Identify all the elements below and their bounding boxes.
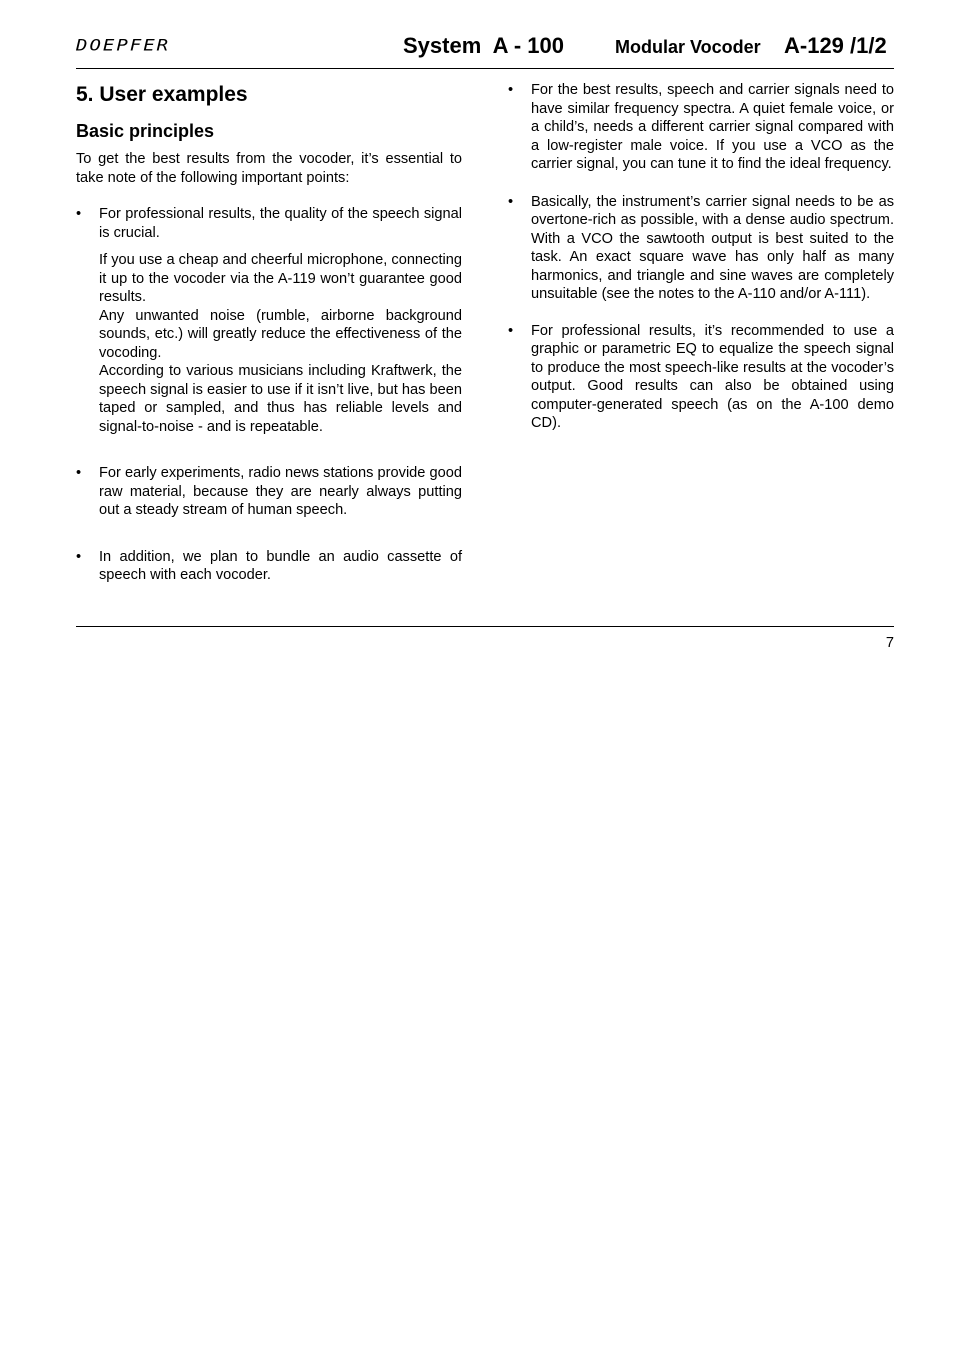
module-name: Modular Vocoder bbox=[615, 37, 761, 57]
doepfer-logo: DOEPFER bbox=[76, 36, 171, 55]
bullet-marker: • bbox=[76, 206, 82, 222]
bullet-marker: • bbox=[76, 465, 82, 481]
bullet-item bbox=[508, 322, 894, 433]
bullet-text: For professional results, it’s recommended to use a graphic or parametric EQ to equalize the speech signal to produce the most speech-like results at the vocoder’s output. Good results can also be obtained using computer-generated speech (as on the A-100 demo CD). bbox=[531, 322, 894, 431]
system-title: System A - 100 bbox=[403, 33, 565, 58]
left-column bbox=[76, 82, 462, 585]
bullet-item bbox=[508, 193, 894, 304]
bullet-text: For professional results, the quality of the speech signal is crucial. bbox=[99, 206, 462, 241]
bullet-detail: According to various musicians including Kraftwerk, the speech signal is easier to use if it isn’t live, but has been taped or sampled, and thus has reliable levels and signal-to-noise - and is repeatable. bbox=[99, 363, 462, 435]
page-number: 7 bbox=[885, 635, 894, 651]
bullet-item bbox=[76, 464, 462, 520]
bullet-text: For the best results, speech and carrier signals need to have similar frequency spectra. A quiet female voice, or a child’s, needs a different carrier signal compared with a low-register male voice. If you use a VCO as the carrier signal, you can tune it to find the ideal frequency. bbox=[531, 82, 894, 172]
bullet-marker: • bbox=[508, 322, 514, 339]
right-column bbox=[508, 81, 894, 433]
bullet-marker: • bbox=[508, 82, 514, 98]
footer-divider bbox=[76, 626, 894, 627]
module-code: A-129 /1/2 bbox=[784, 33, 887, 58]
bullet-item bbox=[508, 81, 894, 174]
section-title: 5. User examples bbox=[76, 83, 248, 106]
bullet-item bbox=[76, 205, 462, 436]
bullet-text: In addition, we plan to bundle an audio cassette of speech with each vocoder. bbox=[99, 548, 462, 583]
bullet-marker: • bbox=[508, 193, 514, 210]
bullet-text: For early experiments, radio news stations provide good raw material, because they are nearly always putting out a steady stream of human speech. bbox=[99, 465, 462, 518]
bullet-text: Basically, the instrument’s carrier signal needs to be as overtone-rich as possible, with a dense audio spectrum. With a VCO the sawtooth output is best suited to the task. An exact square wave has only half as many harmonics, and triangle and sine waves are completely unsuitable (see the notes to the A-110 and/or A-111). bbox=[531, 193, 894, 302]
bullet-marker: • bbox=[76, 548, 82, 565]
bullet-item bbox=[76, 548, 462, 585]
section-subtitle: Basic principles bbox=[76, 121, 215, 141]
bullet-detail: If you use a cheap and cheerful microphone, connecting it up to the vocoder via the A-119 won’t guarantee good results. bbox=[99, 252, 462, 305]
page-header bbox=[76, 30, 894, 69]
intro-paragraph: To get the best results from the vocoder, it’s essential to take note of the following important points: bbox=[76, 151, 462, 186]
bullet-detail: Any unwanted noise (rumble, airborne background sounds, etc.) will greatly reduce the effectiveness of the vocoding. bbox=[99, 307, 462, 361]
